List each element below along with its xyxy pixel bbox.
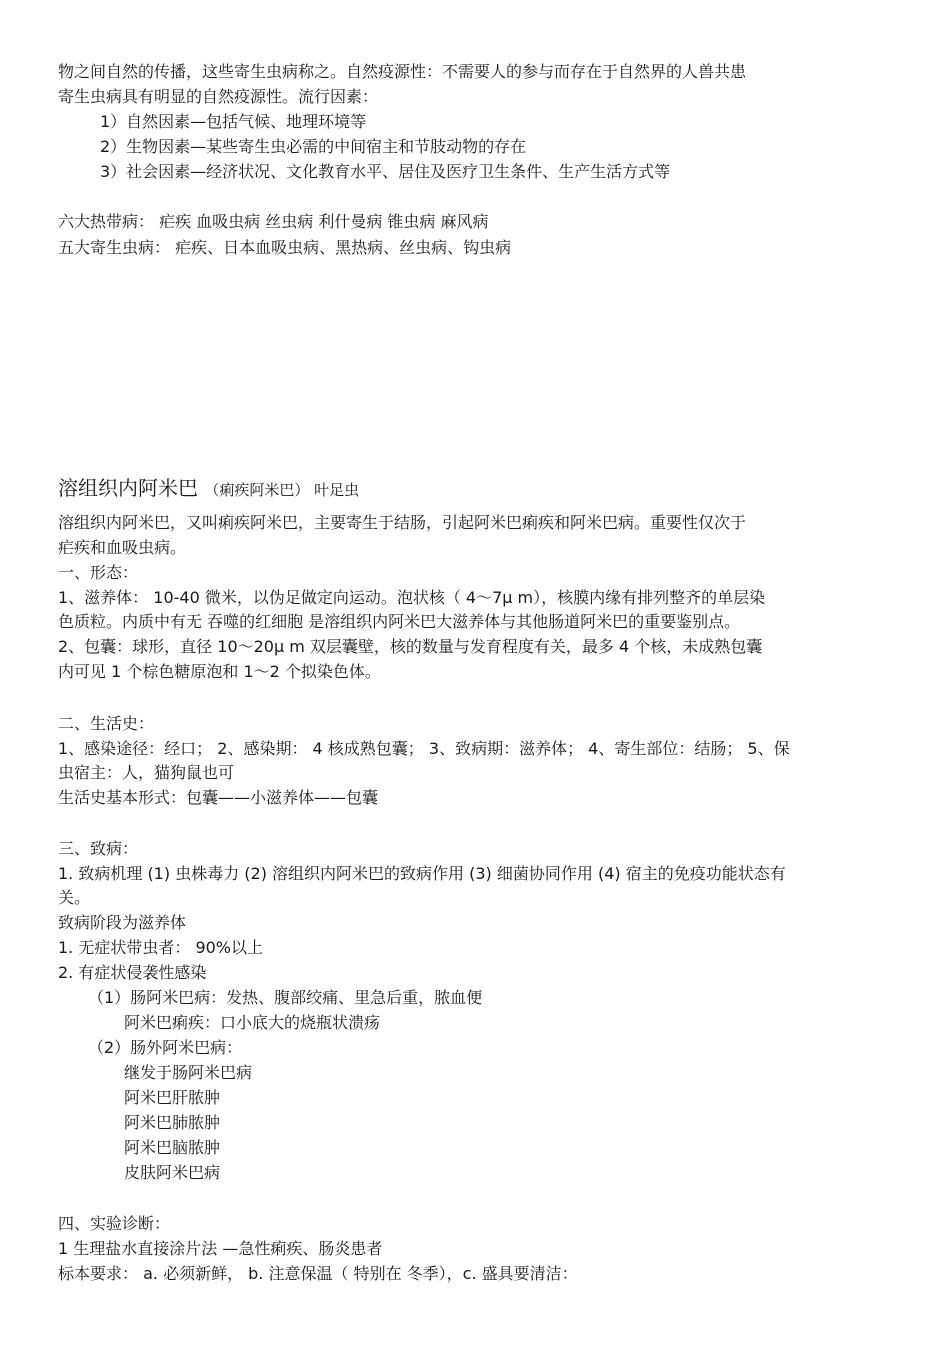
- intro-line: 疟疾和血吸虫病。: [58, 538, 187, 557]
- text-line: 阿米巴肺脓肿: [124, 1113, 221, 1132]
- text-line: 关。: [58, 888, 91, 907]
- section-title: [58, 476, 359, 502]
- morphology-heading: 一、形态：: [58, 563, 139, 582]
- text-line: 1. 致病机理 (1) 虫株毒力 (2) 溶组织内阿米巴的致病作用 (3) 细菌协同作用 (4) 宿主的免疫功能状态有: [58, 864, 786, 883]
- text-line: 阿米巴脑脓肿: [124, 1138, 221, 1157]
- text-line: 阿米巴肝脓肿: [124, 1088, 221, 1107]
- text-line: （2）肠外阿米巴病：: [88, 1038, 243, 1057]
- text-line: 继发于肠阿米巴病: [124, 1063, 253, 1082]
- text-line: 虫宿主：人，猫狗鼠也可: [58, 763, 235, 782]
- text-line: 寄生虫病具有明显的自然疫源性。流行因素：: [58, 87, 379, 106]
- title-sub: （痢疾阿米巴） 叶足虫: [204, 481, 360, 499]
- text-line: 致病阶段为滋养体: [58, 913, 187, 932]
- text-line: （1）肠阿米巴病：发热、腹部绞痛、里急后重，脓血便: [88, 988, 483, 1007]
- factor-item: 3）社会因素—经济状况、文化教育水平、居住及医疗卫生条件、生产生活方式等: [100, 162, 671, 181]
- diagnosis-heading: 四、实验诊断：: [58, 1214, 171, 1233]
- text-line: 生活史基本形式：包囊——小滋养体——包囊: [58, 788, 379, 807]
- text-line: 阿米巴痢疾：口小底大的烧瓶状溃疡: [124, 1013, 381, 1032]
- text-line: 1 生理盐水直接涂片法 —急性痢疾、肠炎患者: [58, 1239, 383, 1258]
- tropical-diseases-line: 六大热带病： 疟疾 血吸虫病 丝虫病 利什曼病 锥虫病 麻风病: [58, 212, 489, 231]
- text-line: 内可见 1 个棕色糖原泡和 1～2 个拟染色体。: [58, 662, 381, 681]
- text-line: 标本要求： a. 必须新鲜， b. 注意保温（ 特别在 冬季），c. 盛具要清洁：: [58, 1264, 578, 1283]
- parasitic-diseases-line: 五大寄生虫病： 疟疾、日本血吸虫病、黑热病、丝虫病、钩虫病: [58, 238, 512, 257]
- text-line: 2、包囊：球形，直径 10～20μ m 双层囊壁，核的数量与发育程度有关，最多 4 个核，未成熟包囊: [58, 637, 763, 656]
- text-line: 物之间自然的传播，这些寄生虫病称之。自然疫源性：不需要人的参与而存在于自然界的人兽共患: [58, 62, 747, 81]
- text-line: 1、滋养体： 10-40 微米，以伪足做定向运动。泡状核（ 4～7μ m），核膜内缘有排列整齐的单层染: [58, 588, 766, 607]
- text-line: 1. 无症状带虫者： 90%以上: [58, 938, 264, 957]
- intro-line: 溶组织内阿米巴，又叫痢疾阿米巴，主要寄生于结肠，引起阿米巴痢疾和阿米巴病。重要性仅次于: [58, 513, 747, 532]
- text-line: 1、感染途径：经口； 2、感染期： 4 核成熟包囊； 3、致病期：滋养体； 4、寄生部位：结肠； 5、保: [58, 739, 790, 758]
- pathogenesis-heading: 三、致病：: [58, 839, 139, 858]
- text-line: 2. 有症状侵袭性感染: [58, 963, 207, 982]
- text-line: 色质粒。内质中有无 吞噬的红细胞 是溶组织内阿米巴大滋养体与其他肠道阿米巴的重要鉴别点。: [58, 612, 741, 631]
- text-line: 皮肤阿米巴病: [124, 1163, 221, 1182]
- life-cycle-heading: 二、生活史：: [58, 714, 155, 733]
- factor-item: 2）生物因素—某些寄生虫必需的中间宿主和节肢动物的存在: [100, 137, 527, 156]
- factor-item: 1）自然因素—包括气候、地理环境等: [100, 112, 367, 131]
- title-main: 溶组织内阿米巴: [58, 476, 198, 500]
